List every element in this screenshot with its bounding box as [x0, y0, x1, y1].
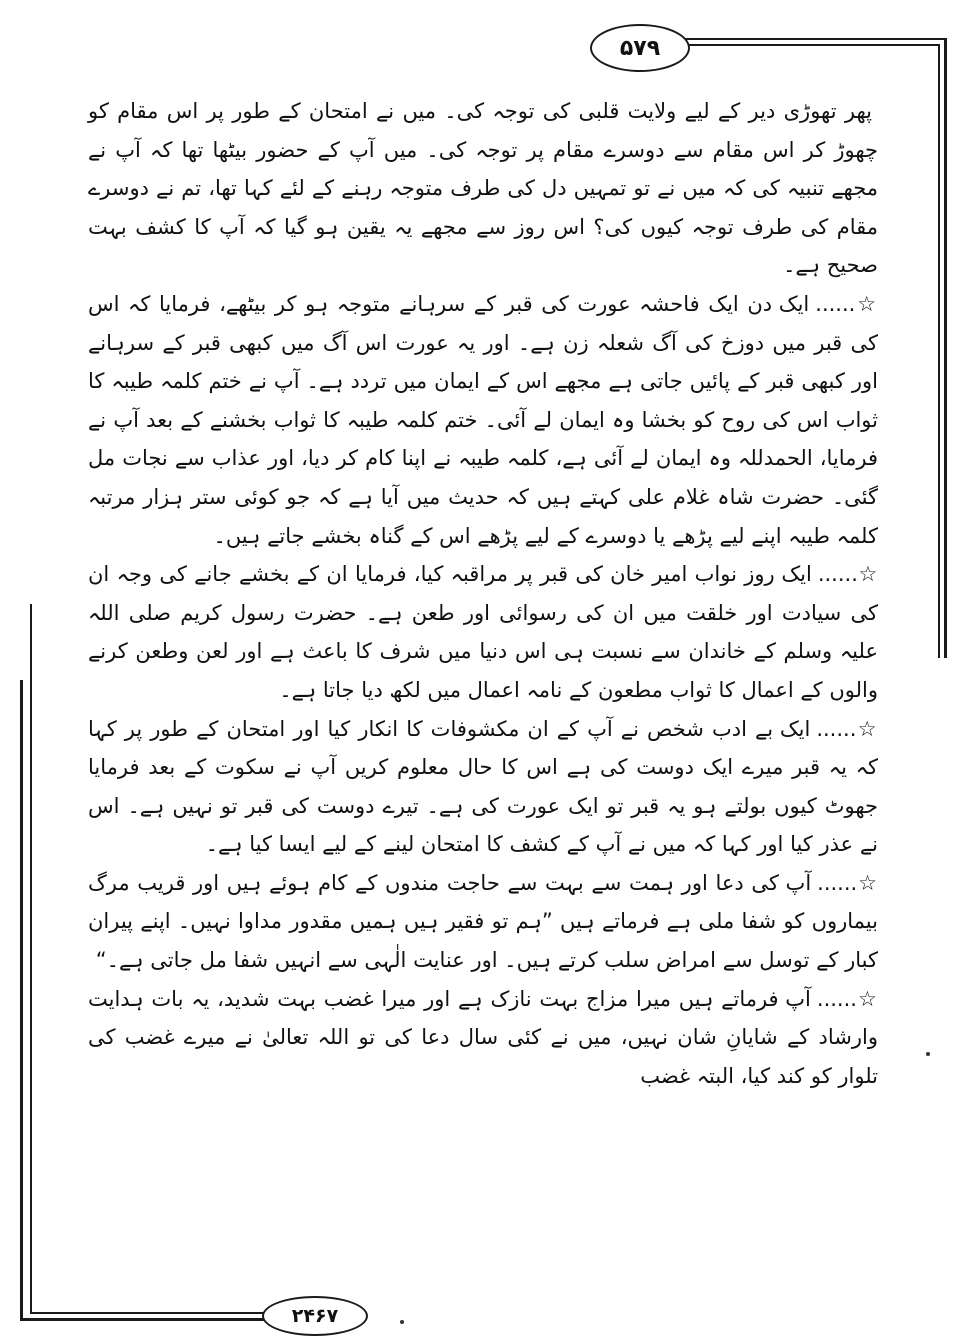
paragraph-text: ایک دن ایک فاحشہ عورت کی قبر کے سرہانے متوجہ ہو کر بیٹھے، فرمایا کہ اس کی قبر میں دوزخ کی آگ شعلہ زن ہے۔ اور یہ عورت اس آگ میں کبھی قبر کے سرہانے اور کبھی قبر کے پائیں جاتی ہے مجھے اس کے ایمان میں تردد ہے۔ آپ نے ختم کلمہ طیبہ کا ثواب اس کی روح کو بخشا وہ ایمان لے آئی۔ ختم کلمہ طیبہ کا ثواب بخشنے کے بعد آپ نے فرمایا، الحمدللہ وہ ایمان لے آئی ہے، کلمہ طیبہ نے اپنا کام کر دیا، اور عذاب سے نجات مل گئی۔ حضرت شاہ غلام علی کہتے ہیں کہ حدیث میں آیا ہے کہ جو کوئی ستر ہزار مرتبہ کلمہ طیبہ اپنے لیے پڑھے یا دوسرے کے لیے پڑھے اس کے گناہ بخشے جاتے ہیں۔ [88, 291, 878, 548]
footer-page-number-text: ۲۴۶۷ [291, 1305, 339, 1327]
paragraph-text: ایک روز نواب امیر خان کی قبر پر مراقبہ کیا، فرمایا ان کے بخشے جانے کی وجہ ان کی سیادت اور خلقت میں ان کی رسوائی اور طعن ہے۔ حضرت رسول کریم صلی اللہ علیہ وسلم کے خاندان سے نسبت ہی اس دنیا میں شرف کا باعث ہے اور لعن وطعن کرنے والوں کے اعمال کا ثواب مطعون کے نامہ اعمال میں لکھ دیا جاتا ہے۔ [88, 562, 878, 702]
paragraph-intro [88, 92, 878, 285]
star-bullet-marker: ☆...... [817, 870, 878, 895]
footer-page-number [262, 1296, 368, 1336]
star-bullet-marker: ☆...... [816, 716, 878, 741]
star-bullet-marker: ☆...... [815, 291, 878, 316]
star-bullet-marker: ☆...... [817, 562, 878, 587]
scan-speck [400, 1320, 404, 1324]
paragraph-text: ایک بے ادب شخص نے آپ کے ان مکشوفات کا انکار کیا اور امتحان کے طور پر کہا کہ یہ قبر میرے ایک دوست کی ہے اس کا حال معلوم کریں آپ نے سکوت کے بعد فرمایا جھوٹ کیوں بولتے ہو یہ قبر تو ایک عورت کی ہے۔ تیرے دوست کی قبر تو نہیں ہے۔ اس نے عذر کیا اور کہا کہ میں نے آپ کے کشف کا امتحان لینے کے لیے ایسا کیا ہے۔ [88, 716, 878, 857]
header-page-number-text: ۵۷۹ [619, 35, 661, 61]
frame-right-rule-outer [944, 38, 947, 658]
paragraph-temperament [88, 980, 878, 1096]
frame-bottom-rule-inner [30, 1312, 282, 1314]
paragraph-fahisha-grave [88, 285, 878, 555]
paragraph-text: پھر تھوڑی دیر کے لیے ولایت قلبی کی توجہ کی۔ میں نے امتحان کے طور پر اس مقام کو چھوڑ کر اس مقام سے دوسرے مقام پر توجہ کی۔ میں آپ کے حضور بیٹھا تھا کہ آپ نے مجھے تنبیہ کی کہ میں نے تو تمہیں دل کی طرف متوجہ رہنے کے لئے کہا تھا، تم نے دوسرے مقام کی طرف توجہ کیوں کی؟ اس روز سے مجھے یہ یقین ہو گیا کہ آپ کا کشف بہت صحیح ہے۔ [88, 99, 878, 278]
frame-left-rule-inner [30, 604, 32, 1314]
paragraph-dua-healing [88, 864, 878, 980]
frame-right-rule-inner [938, 44, 940, 658]
star-bullet-marker: ☆...... [816, 986, 878, 1011]
paragraph-nawab-amir-khan [88, 555, 878, 709]
paragraph-disrespectful-man [88, 710, 878, 864]
paragraph-text: آپ فرماتے ہیں میرا مزاج بہت نازک ہے اور میرا غضب بہت شدید، یہ بات ہدایت وارشاد کے شایانِ شان نہیں، میں نے کئی سال دعا کی تو اللہ تعالیٰ نے میرے غضب کی تلوار کو کند کیا، البتہ غضب [88, 986, 878, 1088]
header-page-number [590, 24, 690, 72]
frame-top-rule-inner [666, 44, 940, 46]
frame-bottom-rule-outer [20, 1318, 282, 1321]
scan-speck [926, 1052, 930, 1056]
paragraph-text: آپ کی دعا اور ہمت سے بہت سے حاجت مندوں کے کام ہوئے ہیں اور قریب مرگ بیماروں کو شفا ملی ہے فرماتے ہیں ”ہم تو فقیر ہیں ہمیں مقدور مداوا نہیں۔ اپنے پیران کبار کے توسل سے امراض سلب کرتے ہیں۔ اور عنایت الٰہی سے انہیں شفا مل جاتی ہے۔“ [88, 870, 878, 973]
page-body [88, 92, 878, 1095]
frame-top-rule-outer [666, 38, 946, 40]
frame-left-rule-outer [20, 680, 23, 1320]
